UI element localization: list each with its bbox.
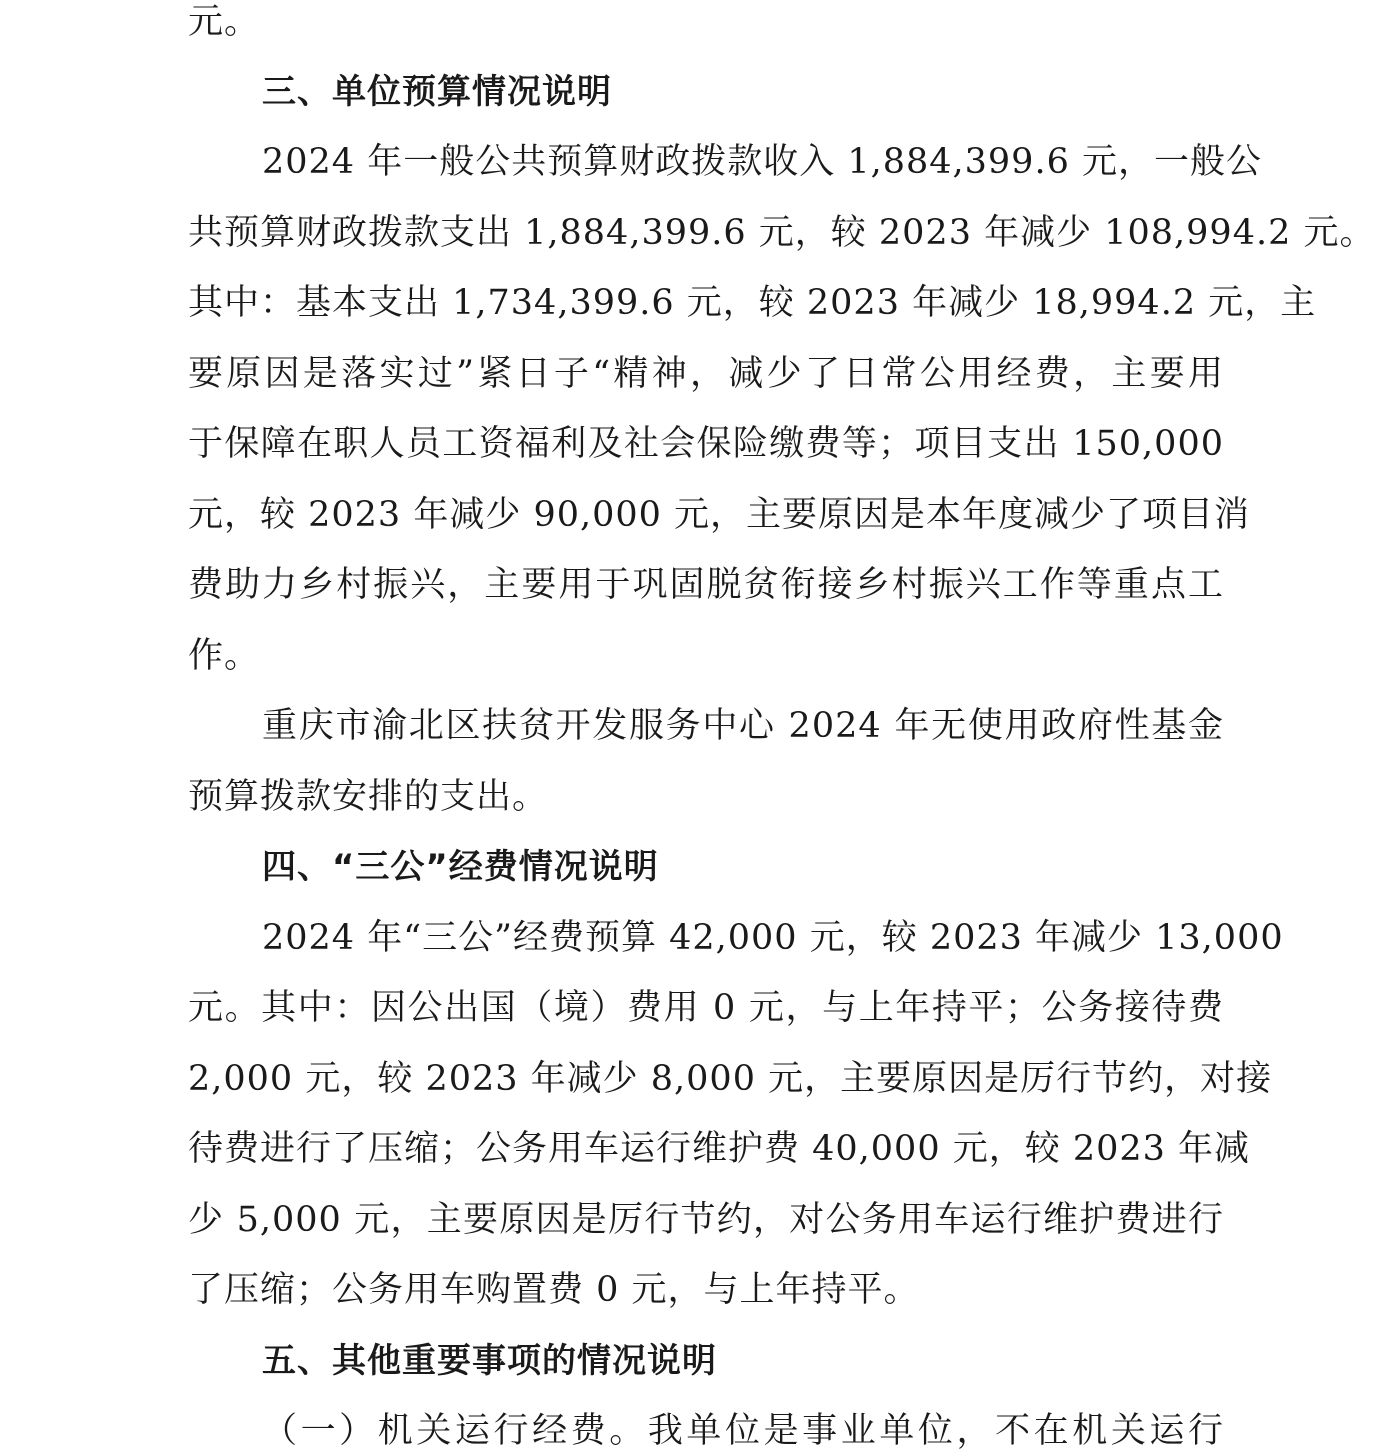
paragraph-line: 了压缩；公务用车购置费 0 元，与上年持平。	[188, 1270, 920, 1310]
paragraph-fragment-end: 元。	[188, 2, 261, 42]
section-heading-unit-budget: 三、单位预算情况说明	[262, 72, 612, 112]
paragraph-line: 于保障在职人员工资福利及社会保险缴费等；项目支出 150,000	[188, 424, 1224, 464]
paragraph-line: 费助力乡村振兴，主要用于巩固脱贫衔接乡村振兴工作等重点工	[188, 565, 1224, 605]
section-heading-other-matters: 五、其他重要事项的情况说明	[262, 1341, 717, 1381]
paragraph-line: 预算拨款安排的支出。	[188, 777, 549, 817]
paragraph-line: 2024 年“三公”经费预算 42,000 元，较 2023 年减少 13,000	[262, 918, 1284, 958]
section-heading-three-public: 四、“三公”经费情况说明	[262, 847, 659, 887]
paragraph-line: 2,000 元，较 2023 年减少 8,000 元，主要原因是厉行节约，对接	[188, 1059, 1273, 1099]
paragraph-line: 重庆市渝北区扶贫开发服务中心 2024 年无使用政府性基金	[262, 706, 1224, 746]
paragraph-line: 元，较 2023 年减少 90,000 元，主要原因是本年度减少了项目消	[188, 495, 1251, 535]
paragraph-line: 元。其中：因公出国（境）费用 0 元，与上年持平；公务接待费	[188, 988, 1224, 1028]
paragraph-line: 要原因是落实过”紧日子“精神，减少了日常公用经费，主要用	[188, 354, 1224, 394]
paragraph-line: 作。	[188, 636, 261, 676]
paragraph-line: 其中：基本支出 1,734,399.6 元，较 2023 年减少 18,994.2 元，主	[188, 283, 1317, 323]
paragraph-line: 待费进行了压缩；公务用车运行维护费 40,000 元，较 2023 年减	[188, 1129, 1251, 1169]
paragraph-line: 2024 年一般公共预算财政拨款收入 1,884,399.6 元，一般公	[262, 142, 1262, 182]
paragraph-line: 共预算财政拨款支出 1,884,399.6 元，较 2023 年减少 108,994.2 元。	[188, 213, 1376, 253]
paragraph-line: 少 5,000 元，主要原因是厉行节约，对公务用车运行维护费进行	[188, 1200, 1224, 1240]
paragraph-line: （一）机关运行经费。我单位是事业单位，不在机关运行	[262, 1411, 1224, 1451]
